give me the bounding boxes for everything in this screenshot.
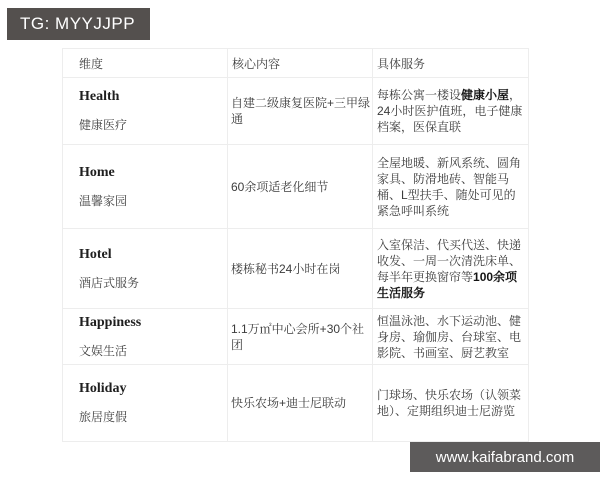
core-content-cell: 1.1万㎡中心会所+30个社团 [228,309,373,365]
dimension-en-label: Happiness [79,314,142,330]
dimension-cell [63,229,228,309]
core-content-cell: 快乐农场+迪士尼联动 [228,365,373,442]
services-table-container [62,48,529,442]
column-header-core-content: 核心内容 [228,49,373,78]
table-header-row [63,49,529,78]
services-text: 门球场、快乐农场（认领菜地）、定期组织迪士尼游览 [377,388,522,418]
services-cell [373,78,529,145]
dimension-zh-label: 酒店式服务 [79,275,140,290]
watermark-url: www.kaifabrand.com [435,448,575,466]
services-text: 每栋公寓一楼设 [377,88,462,102]
column-header-specific-services: 具体服务 [373,49,529,78]
dimension-cell [63,78,228,145]
watermark-bar [410,442,600,472]
table-row [63,365,529,442]
table-row [63,229,529,309]
core-content-cell: 自建二级康复医院+三甲绿通 [228,78,373,145]
services-text-bold: 健康小屋 [461,88,510,102]
dimension-cell [63,365,228,442]
dimension-zh-label: 旅居度假 [79,410,128,424]
services-text: 入室保洁、代买代送、快递收发、一周一次清洗床单、每半年更换窗帘等 [377,237,522,284]
services-cell [373,365,529,442]
table-row [63,145,529,229]
dimension-en-label: Hotel [79,246,112,262]
services-cell [373,229,529,309]
dimension-zh-label: 温馨家园 [79,193,128,208]
core-content-cell: 楼栋秘书24小时在岗 [228,229,373,309]
telegram-badge [7,8,150,40]
core-content-cell: 60余项适老化细节 [228,145,373,229]
dimension-en-label: Health [79,89,120,104]
services-cell [373,309,529,365]
dimension-en-label: Holiday [79,381,127,396]
services-text-bold: 100余项生活服务 [377,269,518,300]
table-row [63,309,529,365]
services-text: ，24小时医护值班，电子健康档案，医保直联 [377,88,523,134]
services-text: 恒温泳池、水下运动池、健身房、瑜伽房、台球室、电影院、书画室、厨艺教室 [377,313,522,360]
dimension-zh-label: 健康医疗 [79,118,128,132]
column-header-dimension: 维度 [63,49,228,78]
dimension-cell [63,309,228,365]
services-table [62,48,529,442]
telegram-badge-label: TG: MYYJJPP [20,14,136,33]
services-text: 全屋地暖、新风系统、圆角家具、防滑地砖、智能马桶、L型扶手、随处可见的紧急呼叫系统 [377,155,522,218]
dimension-en-label: Home [79,164,115,180]
services-cell [373,145,529,229]
dimension-zh-label: 文娱生活 [79,343,128,358]
dimension-cell [63,145,228,229]
table-row [63,78,529,145]
